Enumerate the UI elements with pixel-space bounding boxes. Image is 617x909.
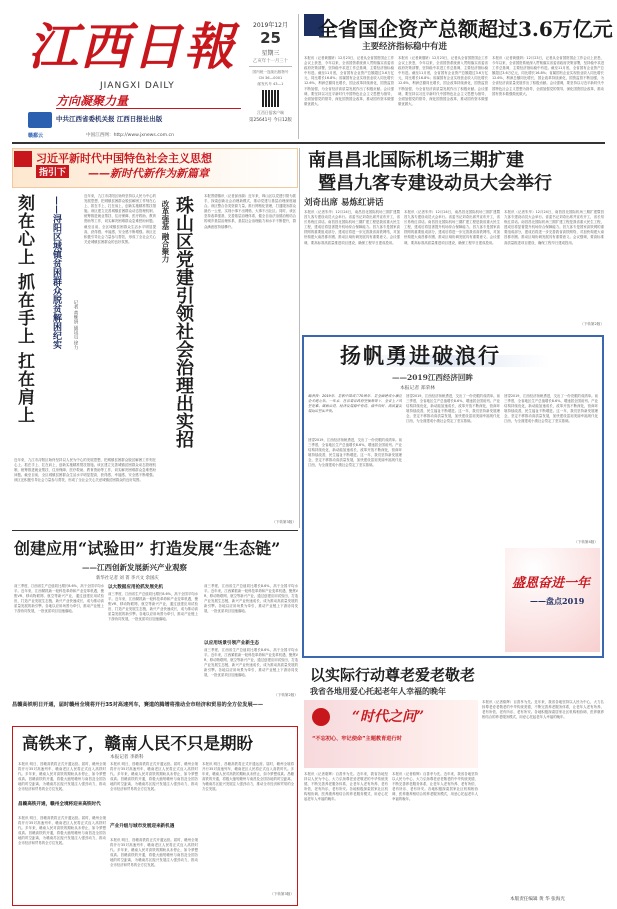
story1-subhead-box: [50, 196, 70, 446]
issue-number: 第25641号 今日12版: [249, 118, 292, 123]
story7-text-col2: 本报讯 明日，昌赣高铁将正式开通运营。届时，赣州全境将开行35对高速列车，赣南老区人民将正式迈入高铁时代。多年来，赣南人民对高铁的期盼从未停止，如今梦想成真。昌赣高铁的开通，将极大缩短赣州与南昌及全国各地的时空距离，为赣南苏区振兴发展注入强劲动力，推动全市经济和贸易的全方位发展。: [18, 816, 106, 846]
story3-headline[interactable]: [308, 149, 605, 195]
story3-endnote: （下转第2版）: [580, 322, 604, 326]
story4-text-col1: 回望2019，江西经济扬帆勇进，交出了一份亮眼的成绩单。前三季度，全省地区生产总值增长8.6%，增速居全国前列。产业结构持续优化，新动能加速成长，改革开放不断深化，营商环境持续改善，民生福祉不断增进。这一年，我们坚持新发展理念，坚定不移推动高质量发展，加快建设富裕美丽幸福现代化江西，为全面建成小康社会奠定了坚实基础。: [308, 438, 402, 468]
banner-line3: ——新时代新作为新篇章: [88, 167, 209, 180]
story3-headline-line1[interactable]: 南昌昌北国际机场三期扩建: [308, 150, 524, 171]
banner-marker: [14, 151, 32, 167]
story3-text-col3: 本报讯（记者朱华）12月24日，南昌昌北国际机场三期扩建暨昌九客专建设动员大会举行。省委书记刘奇出席并宣布开工，省长易炼红讲话。南昌昌北国际机场三期扩建工程是我省重大民生工程，建成后将显著提升机场综合保障能力。昌九客专是国家高铁网的重要组成部分，建成后将进一步完善我省高铁网络，对加快构建大南昌都市圈、推动区域协调发展具有重要意义。会议强调，要高标准高质量推进项目建设，确保工程早日建成投用。: [504, 210, 604, 245]
story2-subhead: 改革强基 融合聚力: [161, 200, 170, 263]
masthead-pinyin: JIANGXI DAILY: [100, 81, 175, 91]
masthead-divider: [56, 108, 241, 109]
story2-subhead-box: [160, 200, 172, 340]
mid-vrule: [299, 148, 300, 528]
story5-text-col1: 前三季度，江西省生产总值同比增长8.6%，高于全国平均水平。近年来，江西紧抓新一轮科技革命和产业变革机遇，聚焦VR、移动物联网、航空等新兴产业，通过创建应用试验田，打造产业发展生态链，新兴产业快速成长，成为推动高质量发展的新引擎。各地以应用场景为牵引，推动产业链上下游协同发展，一批优质项目加速落地。: [14, 584, 104, 614]
party-emblem-icon: [312, 708, 330, 726]
date-day: 25: [260, 29, 281, 47]
story4-subhead: ——2019江西经济回眸: [392, 373, 473, 382]
theme-banner-subtitle: “不忘初心、牢记使命”主题教育进行时: [312, 736, 402, 742]
qr-caption: 江西日报客户端: [257, 110, 284, 115]
story1-headline-box[interactable]: [14, 194, 50, 454]
story1-subhead: ——浔阳区城镇贫困群众脱贫解困纪实: [51, 196, 61, 349]
top-divider: [12, 142, 605, 144]
story3-text-col2: 本报讯（记者朱华）12月24日，南昌昌北国际机场三期扩建暨昌九客专建设动员大会举行。省委书记刘奇出席并宣布开工，省长易炼红讲话。南昌昌北国际机场三期扩建工程是我省重大民生工程，建成后将显著提升机场综合保障能力。昌九客专是国家高铁网的重要组成部分，建成后将进一步完善我省高铁网络，对加快构建大南昌都市圈、推动区域协调发展具有重要意义。会议强调，要高标准高质量推进项目建设，确保工程早日建成投用。: [404, 210, 500, 245]
story5-text-col2: 前三季度，江西省生产总值同比增长8.6%，高于全国平均水平。近年来，江西紧抓新一轮科技革命和产业变革机遇，聚焦VR、移动物联网、航空等新兴产业，通过创建应用试验田，打造产业发展生态链，新兴产业快速成长，成为推动高质量发展的新引擎。各地以应用场景为牵引，推动产业链上下游协同发展，一批优质项目加速落地。: [108, 592, 198, 622]
story7-headline[interactable]: 高铁来了，赣南人民不只是期盼: [22, 734, 253, 753]
lead-text-col1: 本报讯（记者黄继妍）12月23日，记者从全省国资国企工作会议上获悉，今年以来，全省国资系统深入贯彻落实省委省政府决策部署，坚持稳中求进工作总基调，主要经济指标稳中有进。截至11月底，全省国有企业资产总额超过3.6万亿元，同比增长16.8%；省属国有企业实现营业收入同比增长12.6%，利润总额同比增长，国企改革持续深化，国资监管不断加强，为全省经济高质量发展作出了积极贡献。会议强调，要坚持以习近平新时代中国特色社会主义思想为指导，全面加强党的领导，深化国资国企改革，推动国有资本做强做优做大。: [304, 56, 394, 106]
story6-text-col1: 本报讯（记者骆辉）百善孝为先。近年来，我省各地坚持以人民为中心，大力弘扬尊老爱老敬老的中华传统美德，不断完善养老服务体系，让老年人老有所养、老有所依、老有所乐、老有所安。各地积极探索居家社区机构相协调、医养康养相结合的养老服务模式，用爱心托起老年人幸福的晚年。: [482, 700, 604, 720]
story3-headline-line2[interactable]: 暨昌九客专建设动员大会举行: [318, 173, 552, 194]
date-divider: [249, 66, 292, 67]
story5-headline[interactable]: 创建应用“试验田” 打造发展“生态链”: [14, 539, 281, 558]
theme-banner-title: “时代之问”: [352, 709, 425, 725]
story6-text-col3: 本报讯（记者骆辉）百善孝为先。近年来，我省各地坚持以人民为中心，大力弘扬尊老爱老敬老的中华传统美德，不断完善养老服务体系，让老年人老有所养、老有所依、老有所乐、老有所安。各地积极探索居家社区机构相协调、医养康养相结合的养老服务模式，用爱心托起老年人幸福的晚年。: [392, 772, 478, 802]
story3-subhead: 刘奇出席 易炼红讲话: [304, 198, 384, 208]
story7-byline: 本报记者 李新科: [110, 755, 144, 760]
story4-byline: 本报记者 郑荣林: [400, 386, 436, 391]
story5-text-col3: 前三季度，江西省生产总值同比增长8.6%，高于全国平均水平。近年来，江西紧抓新一轮科技革命和产业变革机遇，聚焦VR、移动物联网、航空等新兴产业，通过创建应用试验田，打造产业发展生态链，新兴产业快速成长，成为推动高质量发展的新引擎。各地以应用场景为牵引，推动产业链上下游协同发展，一批优质项目加速落地。: [204, 584, 298, 614]
story6-text-col2: 本报讯（记者骆辉）百善孝为先。近年来，我省各地坚持以人民为中心，大力弘扬尊老爱老敬老的中华传统美德，不断完善养老服务体系，让老年人老有所养、老有所依、老有所乐、老有所安。各地积极探索居家社区机构相协调、医养康养相结合的养老服务模式，用爱心托起老年人幸福的晚年。: [304, 772, 388, 802]
masthead-sponsor: 中共江西省委机关报 江西日报社出版: [56, 115, 163, 123]
story2-endnote: （下转第3版）: [272, 520, 296, 524]
story2-headline[interactable]: 珠山区党建引领社会治理出实招: [173, 196, 194, 448]
lead-headline[interactable]: 全省国企资产总额超过3.6万亿元: [318, 17, 613, 41]
story6-headline[interactable]: 以实际行动尊老爱老敬老: [310, 666, 476, 684]
story7-inner-head-1: 昌赣高铁开通，赣州全境将迎来高铁时代: [18, 802, 101, 807]
story1-headline[interactable]: 刻在心上 抓在手上 扛在肩上: [14, 194, 34, 424]
story7-inner-head-2: 产业升级与城市发展迎来新机遇: [110, 824, 175, 829]
story5-top-rule: [12, 530, 298, 531]
qr-code[interactable]: [262, 90, 279, 107]
story5-endnote: （下转第2版）: [274, 693, 298, 697]
story2-headline-box[interactable]: [172, 196, 200, 466]
story7-text-col5: 本报讯 明日，昌赣高铁将正式开通运营。届时，赣州全境将开行35对高速列车，赣南老区人民将正式迈入高铁时代。多年来，赣南人民对高铁的期盼从未停止，如今梦想成真。昌赣高铁的开通，将极大缩短赣州与南昌及全国各地的时空距离，为赣南苏区振兴发展注入强劲动力，推动全市经济和贸易的全方位发展。: [202, 762, 294, 792]
story4-headline[interactable]: 扬帆勇进破浪行: [340, 343, 501, 368]
story4-text-col2: 回望2019，江西经济扬帆勇进，交出了一份亮眼的成绩单。前三季度，全省地区生产总值增长8.6%，增速居全国前列。产业结构持续优化，新动能加速成长，改革开放不断深化，营商环境持续改善，民生福祉不断增进。这一年，我们坚持新发展理念，坚定不移推动高质量发展，加快建设富裕美丽幸福现代化江西，为全面建成小康社会奠定了坚实基础。: [406, 394, 500, 424]
slogan-subtitle: ——盘点2019: [530, 596, 585, 606]
story1-text-col2: 近年来，九江市浔阳区始终坚持以人民为中心的发展思想，把城镇贫困群众脱贫解困工作刻在心上、抓在手上、扛在肩上，创新实施精准帮扶措施。该区建立完善城镇贫困群众动态管理机制，统筹推进就业帮扶、住房保障、医疗救助、教育资助等工作，切实解决困难群众急难愁盼问题。截至目前，全区城镇贫困群众生活水平明显提高，获得感、幸福感、安全感不断增强。该区还积极引导社会力量参与帮扶，形成了全社会关心关爱城镇贫困群众的良好氛围。: [14, 458, 156, 483]
story1-text-col1: 近年来，九江市浔阳区始终坚持以人民为中心的发展思想，把城镇贫困群众脱贫解困工作刻在心上、抓在手上、扛在肩上，创新实施精准帮扶措施。该区建立完善城镇贫困群众动态管理机制，统筹推进就业帮扶、住房保障、医疗救助、教育资助等工作，切实解决困难群众急难愁盼问题。截至目前，全区城镇贫困群众生活水平明显提高，获得感、幸福感、安全感不断增强。该区还积极引导社会力量参与帮扶，形成了全社会关心关爱城镇贫困群众的良好氛围。: [84, 194, 156, 244]
story5-subhead: ——江西创新发展新兴产业观察: [82, 563, 187, 572]
story7-text-col1: 本报讯 明日，昌赣高铁将正式开通运营。届时，赣州全境将开行35对高速列车，赣南老区人民将正式迈入高铁时代。多年来，赣南人民对高铁的期盼从未停止，如今梦想成真。昌赣高铁的开通，将极大缩短赣州与南昌及全国各地的时空距离，为赣南苏区振兴发展注入强劲动力，推动全市经济和贸易的全方位发展。: [18, 762, 106, 792]
story6-subhead: 我省各地用爱心托起老年人幸福的晚年: [310, 686, 446, 696]
story4-text-col3: 回望2019，江西经济扬帆勇进，交出了一份亮眼的成绩单。前三季度，全省地区生产总值增长8.6%，增速居全国前列。产业结构持续优化，新动能加速成长，改革开放不断深化，营商环境持续改善，民生福祉不断增进。这一年，我们坚持新发展理念，坚定不移推动高质量发展，加快建设富裕美丽幸福现代化江西，为全面建成小康社会奠定了坚实基础。: [504, 394, 598, 424]
date-weekday: 星期三: [261, 50, 280, 57]
lead-subhead: 主要经济指标稳中有进: [362, 42, 448, 52]
banner-line2: 指引下: [36, 165, 69, 178]
story4-editor-note: 编者按：2019年，是新中国成立70周年，是全面建成小康社会关键之年。一年来，在省委省政府坚强领导下，全省上下攻坚克难、砥砺奋进，经济发展稳中有进、稳中向好，高质量发展迈出坚实步伐。: [308, 394, 402, 414]
story5-byline: 新华社记者 刘 菁 李兴文 余国庆: [96, 576, 159, 581]
story5-text-col4: 前三季度，江西省生产总值同比增长8.6%，高于全国平均水平。近年来，江西紧抓新一轮科技革命和产业变革机遇，聚焦VR、移动物联网、航空等新兴产业，通过创建应用试验田，打造产业发展生态链，新兴产业快速成长，成为推动高质量发展的新引擎。各地以应用场景为牵引，推动产业链上下游协同发展，一批优质项目加速落地。: [204, 648, 298, 678]
story2-text: 本报景德镇讯（记者邱西源）近年来，珠山区以党建引领为抓手，探索创新社会治理新模式，推动党建与基层治理深度融合。该区整合各类资源力量，推行网格化管理，打通服务群众最后一公里，实现小事不出网格、大事不出社区。同时，该区坚持改革强基，完善基层治理体系，健全自治法治德治相结合的城乡基层治理体系，基层社会治理能力和水平不断提升，群众满意度持续攀升。: [204, 194, 296, 229]
lead-text-col2: 本报讯（记者黄继妍）12月23日，记者从全省国资国企工作会议上获悉，今年以来，全省国资系统深入贯彻落实省委省政府决策部署，坚持稳中求进工作总基调，主要经济指标稳中有进。截至11月底，全省国有企业资产总额超过3.6万亿元，同比增长16.8%；省属国有企业实现营业收入同比增长12.6%，利润总额同比增长，国企改革持续深化，国资监管不断加强，为全省经济高质量发展作出了积极贡献。会议强调，要坚持以习近平新时代中国特色社会主义思想为指导，全面加强党的领导，深化国资国企改革，推动国有资本做强做优做大。: [398, 56, 488, 106]
story3-text-col1: 本报讯（记者朱华）12月24日，南昌昌北国际机场三期扩建暨昌九客专建设动员大会举行。省委书记刘奇出席并宣布开工，省长易炼红讲话。南昌昌北国际机场三期扩建工程是我省重大民生工程，建成后将显著提升机场综合保障能力。昌九客专是国家高铁网的重要组成部分，建成后将进一步完善我省高铁网络，对加快构建大南昌都市圈、推动区域协调发展具有重要意义。会议强调，要高标准高质量推进项目建设，确保工程早日建成投用。: [304, 210, 400, 245]
issue-codes: 国内统一连续出版物号 CN 36—0001 邮发代号 43—1: [252, 70, 289, 86]
date-lunar: 乙亥年十一月三十: [252, 59, 289, 64]
story5-inner-head-1: 以大数据应用抢抓发展先机: [108, 585, 164, 590]
story7-text-col4: 本报讯 明日，昌赣高铁将正式开通运营。届时，赣州全境将开行35对高速列车，赣南老区人民将正式迈入高铁时代。多年来，赣南人民对高铁的期盼从未停止，如今梦想成真。昌赣高铁的开通，将极大缩短赣州与南昌及全国各地的时空距离，为赣南苏区振兴发展注入强劲动力，推动全市经济和贸易的全方位发展。: [110, 838, 198, 868]
story1-byline: 记者 黄继妍 通讯员 徐力: [73, 300, 78, 350]
date-month: 2019年12月: [253, 22, 288, 29]
masthead-website[interactable]: 中国江西网：http://www.jxnews.com.cn: [86, 133, 174, 138]
masthead-slogan: 方向凝聚力量: [56, 94, 129, 108]
banner-line1: 习近平新时代中国特色社会主义思想: [36, 152, 212, 165]
slogan-title: 盛恩奋进一年: [512, 576, 591, 591]
story7-endnote: （下转第3版）: [270, 892, 294, 896]
masthead-title: 江西日報: [28, 17, 236, 76]
page-footer: 本版责任编辑 黄 华 张海光: [510, 897, 565, 902]
story5-inner-head-2: 以应用场景引领产业新生态: [204, 641, 260, 646]
story1-byline-box: [72, 300, 82, 450]
story7-pre-title: 昌赣高铁明日开通，届时赣州全境将开行35对高速列车，赛道的腾增将推动全市经济和贸易的全方位发展——: [12, 702, 264, 708]
story7-text-col3: 本报讯 明日，昌赣高铁将正式开通运营。届时，赣州全境将开行35对高速列车，赣南老区人民将正式迈入高铁时代。多年来，赣南人民对高铁的期盼从未停止，如今梦想成真。昌赣高铁的开通，将极大缩短赣州与南昌及全国各地的时空距离，为赣南苏区振兴发展注入强劲动力，推动全市经济和贸易的全方位发展。: [110, 762, 198, 792]
masthead-vrule: [298, 14, 299, 139]
story4-endnote: （下转第4版）: [574, 540, 598, 544]
app-logo: [28, 112, 52, 128]
app-name: 赣鄱云: [28, 133, 44, 139]
lead-text-col3: 本报讯（记者黄继妍）12月23日，记者从全省国资国企工作会议上获悉，今年以来，全省国资系统深入贯彻落实省委省政府决策部署，坚持稳中求进工作总基调，主要经济指标稳中有进。截至11月底，全省国有企业资产总额超过3.6万亿元，同比增长16.8%；省属国有企业实现营业收入同比增长12.6%，利润总额同比增长，国企改革持续深化，国资监管不断加强，为全省经济高质量发展作出了积极贡献。会议强调，要坚持以习近平新时代中国特色社会主义思想为指导，全面加强党的领导，深化国资国企改革，推动国有资本做强做优做大。: [492, 56, 604, 96]
